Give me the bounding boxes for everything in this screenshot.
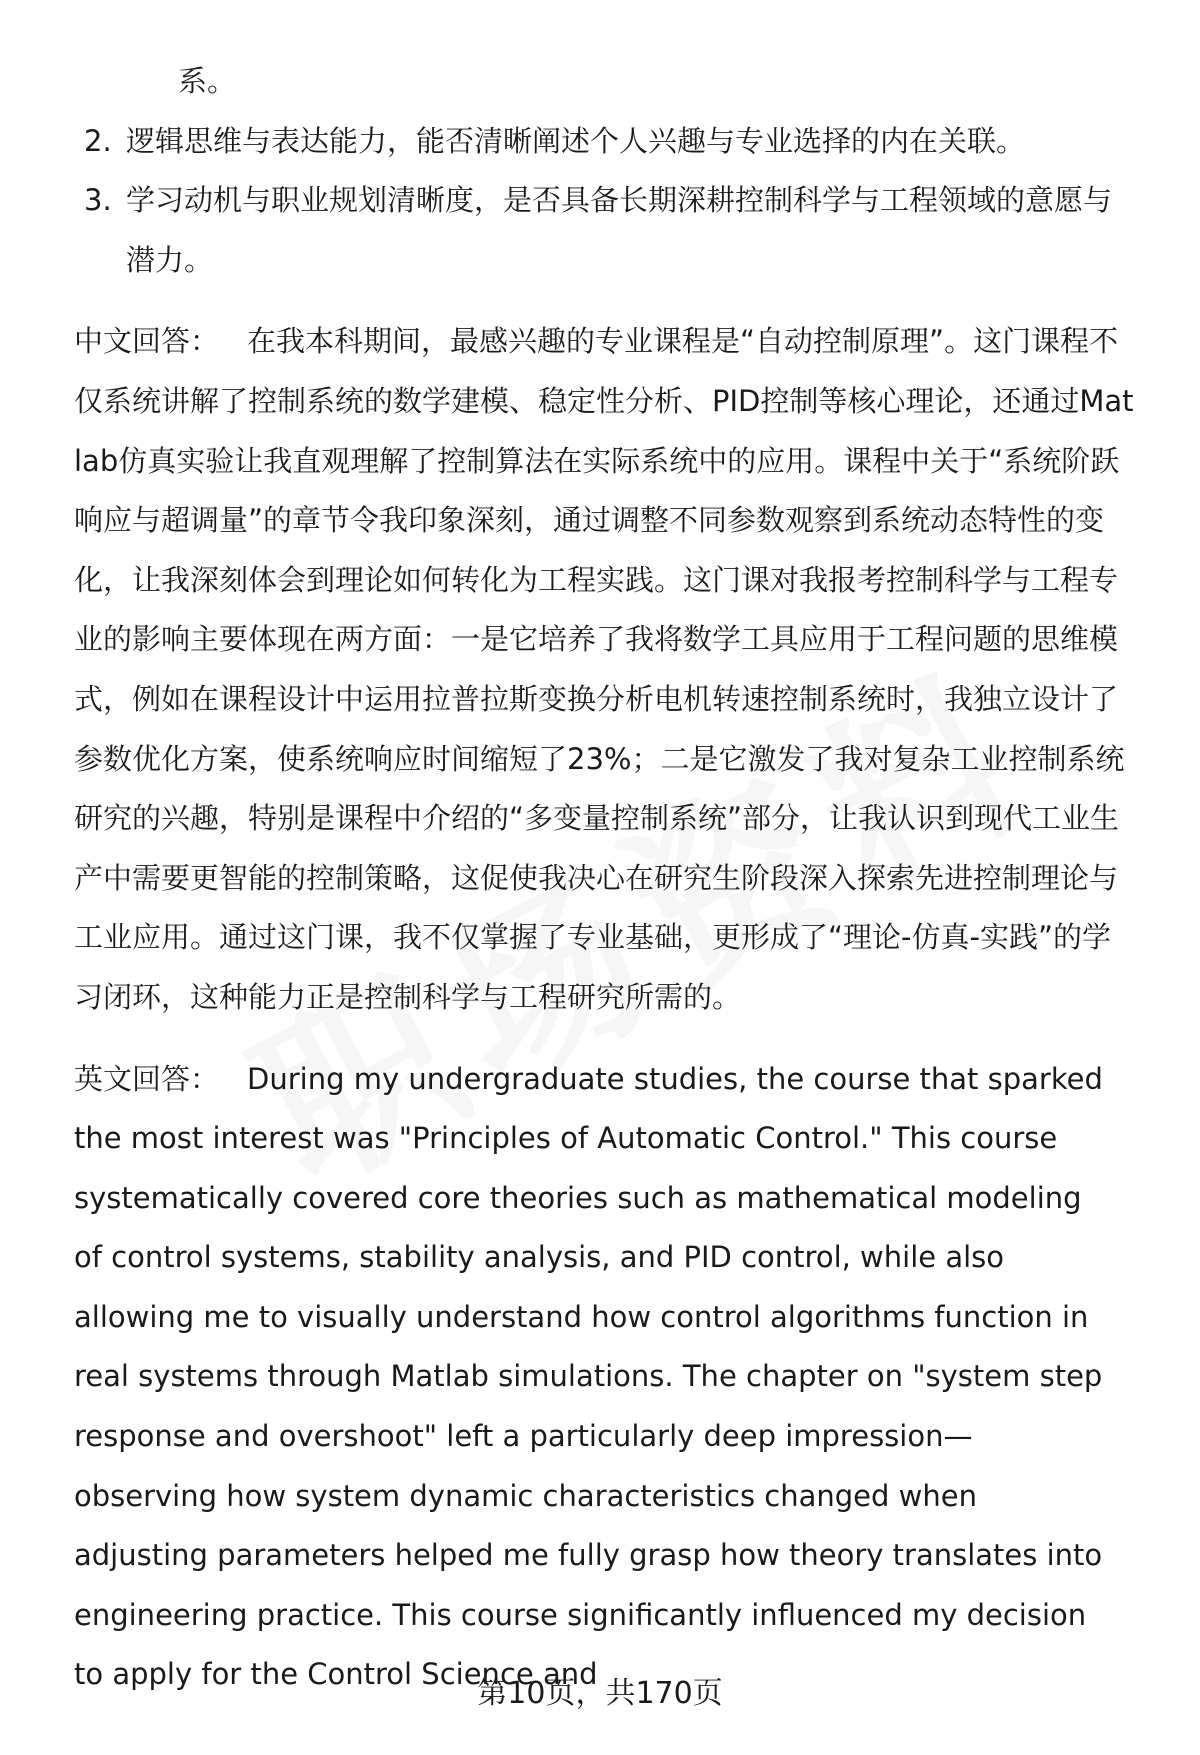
chinese-answer-paragraph [74, 312, 1154, 1027]
list-number: 3. [84, 183, 112, 218]
list-item [126, 52, 1154, 112]
list-item [74, 112, 1154, 172]
list-text: 学习动机与职业规划清晰度，是否具备长期深耕控制科学与工程领域的意愿与潜力。 [126, 183, 1113, 277]
criteria-list [74, 52, 1154, 290]
list-number: 2. [84, 123, 112, 158]
page-content [74, 52, 1154, 1705]
list-text: 系。 [178, 64, 237, 98]
english-answer-paragraph [74, 1050, 1154, 1706]
chinese-answer-label: 中文回答： [74, 324, 220, 359]
chinese-answer-text: 在我本科期间，最感兴趣的专业课程是“自动控制原理”。这门课程不仅系统讲解了控制系统的数学建模、稳定性分析、PID控制等核心理论，还通过Matlab仿真实验让我直观理解了控制算法在实际系统中的应用。课程中关于“系统阶跃响应与超调量”的章节令我印象深刻，通过调整不同参数观察到系统动态特性的变化，让我深刻体会到理论如何转化为工程实践。这门课对我报考控制科学与工程专业的影响主要体现在两方面：一是它培养了我将数学工具应用于工程问题的思维模式，例如在课程设计中运用拉普拉斯变换分析电机转速控制系统时，我独立设计了参数优化方案，使系统响应时间缩短了23%；二是它激发了我对复杂工业控制系统研究的兴趣，特别是课程中介绍的“多变量控制系统”部分，让我认识到现代工业生产中需要更智能的控制策略，这促使我决心在研究生阶段深入探索先进控制理论与工业应用。通过这门课，我不仅掌握了专业基础，更形成了“理论-仿真-实践”的学习闭环，这种能力正是控制科学与工程研究所需的。 [74, 324, 1134, 1014]
english-answer-text: During my undergraduate studies, the course that sparked the most interest was "Principles of Automatic Control." This course systematically covered core theories such as mathematical modeling of control systems, stability analysis, and PID control, while also allowing me to visually understand how control algorithms function in real systems through Matlab simulations. The chapter on "system step response and overshoot" left a particularly deep impression—observing how system dynamic characteristics changed when adjusting parameters helped me fully grasp how theory translates into engineering practice. This course significantly influenced my decision to apply for the Control Science and [74, 1061, 1103, 1692]
english-answer-section [74, 1050, 1154, 1706]
chinese-answer-section [74, 312, 1154, 1027]
page-footer: 第10页，共170页 [477, 1676, 723, 1711]
list-item [74, 171, 1154, 290]
english-answer-label: 英文回答： [74, 1061, 220, 1096]
list-text: 逻辑思维与表达能力，能否清晰阐述个人兴趣与专业选择的内在关联。 [126, 123, 1026, 158]
